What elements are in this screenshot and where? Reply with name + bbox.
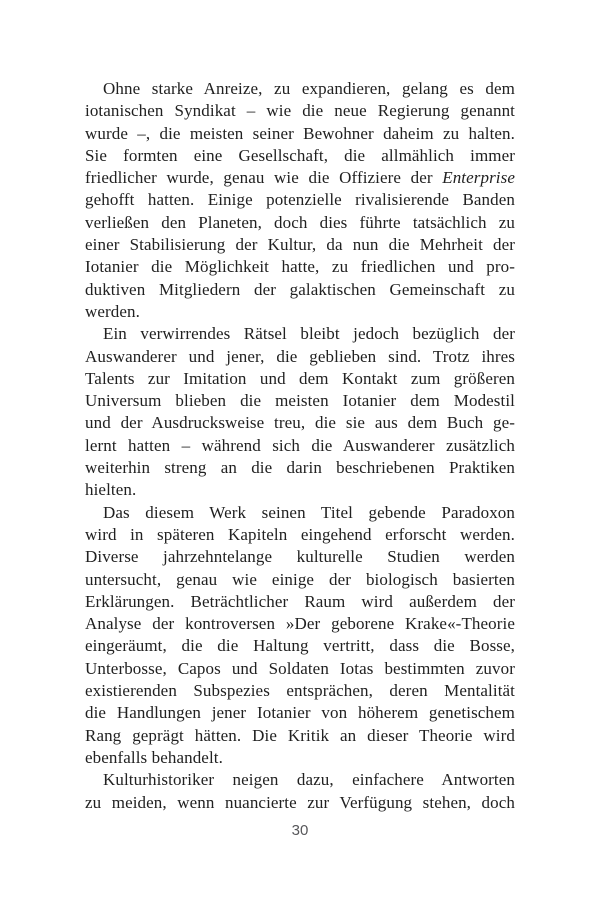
text-line: einer Stabilisierung der Kultur, da nun die Mehrheit der — [85, 235, 515, 255]
plain-text: friedlicher wurde, genau wie die Offiziere der — [85, 168, 443, 188]
text-line: Analyse der kontroversen »Der geborene Krake«-Theorie — [85, 614, 515, 634]
text-line: Ohne starke Anreize, zu expandieren, gelang es dem — [103, 79, 515, 98]
text-line: gehofft hatten. Einige potenzielle rivalisierende Banden — [85, 190, 515, 210]
text-line: Unterbosse, Capos und Soldaten Iotas bestimmten zuvor — [85, 658, 515, 678]
text-line: wird in späteren Kapiteln eingehend erforscht werden. — [85, 524, 515, 544]
text-line: wurde –, die meisten seiner Bewohner daheim zu halten. — [85, 123, 515, 143]
text-line: hielten. — [85, 480, 137, 500]
text-line: zu meiden, wenn nuancierte zur Verfügung stehen, doch — [85, 792, 515, 812]
text-line: verließen den Planeten, doch dies führte tatsächlich zu — [85, 212, 515, 232]
text-line: Iotanier die Möglichkeit hatte, zu friedlichen und pro- — [85, 257, 515, 277]
text-line: Auswanderer und jener, die geblieben sind. Trotz ihres — [85, 346, 515, 366]
text-line: und der Ausdrucksweise treu, die sie aus dem Buch ge- — [85, 413, 515, 433]
text-line: existierenden Subspezies entsprächen, deren Mentalität — [85, 681, 515, 701]
text-line: werden. — [85, 301, 140, 321]
page-number: 30 — [291, 822, 309, 839]
text-line: weiterhin streng an die darin beschriebenen Praktiken — [85, 458, 515, 478]
text-line: Talents zur Imitation und dem Kontakt zum größeren — [85, 368, 515, 388]
text-line: Sie formten eine Gesellschaft, die allmählich immer — [85, 145, 515, 165]
text-line: ebenfalls behandelt. — [85, 747, 223, 767]
text-line: duktiven Mitgliedern der galaktischen Gemeinschaft zu — [85, 279, 515, 299]
text-line: Kulturhistoriker neigen dazu, einfachere Antworten — [103, 770, 515, 790]
text-line: lernt hatten – während sich die Auswanderer zusätzlich — [85, 435, 515, 455]
text-line: iotanischen Syndikat – wie die neue Regierung genannt — [85, 101, 515, 121]
body-text — [85, 78, 515, 814]
text-line: Erklärungen. Beträchtlicher Raum wird außerdem der — [85, 591, 515, 611]
text-line: Ein verwirrendes Rätsel bleibt jedoch bezüglich der — [103, 324, 515, 344]
text-line: untersucht, genau wie einige der biologisch basierten — [85, 569, 515, 589]
text-line — [85, 167, 515, 189]
text-line: Das diesem Werk seinen Titel gebende Paradoxon — [103, 502, 515, 522]
text-line: Diverse jahrzehntelange kulturelle Studien werden — [85, 547, 515, 567]
text-line: die Handlungen jener Iotanier von höherem genetischem — [85, 703, 515, 723]
italic-text: Enterprise — [442, 168, 515, 188]
text-line: Rang geprägt hätten. Die Kritik an dieser Theorie wird — [85, 725, 515, 745]
text-line: eingeräumt, die die Haltung vertritt, dass die Bosse, — [85, 636, 515, 656]
text-line: Universum blieben die meisten Iotanier dem Modestil — [85, 391, 515, 411]
